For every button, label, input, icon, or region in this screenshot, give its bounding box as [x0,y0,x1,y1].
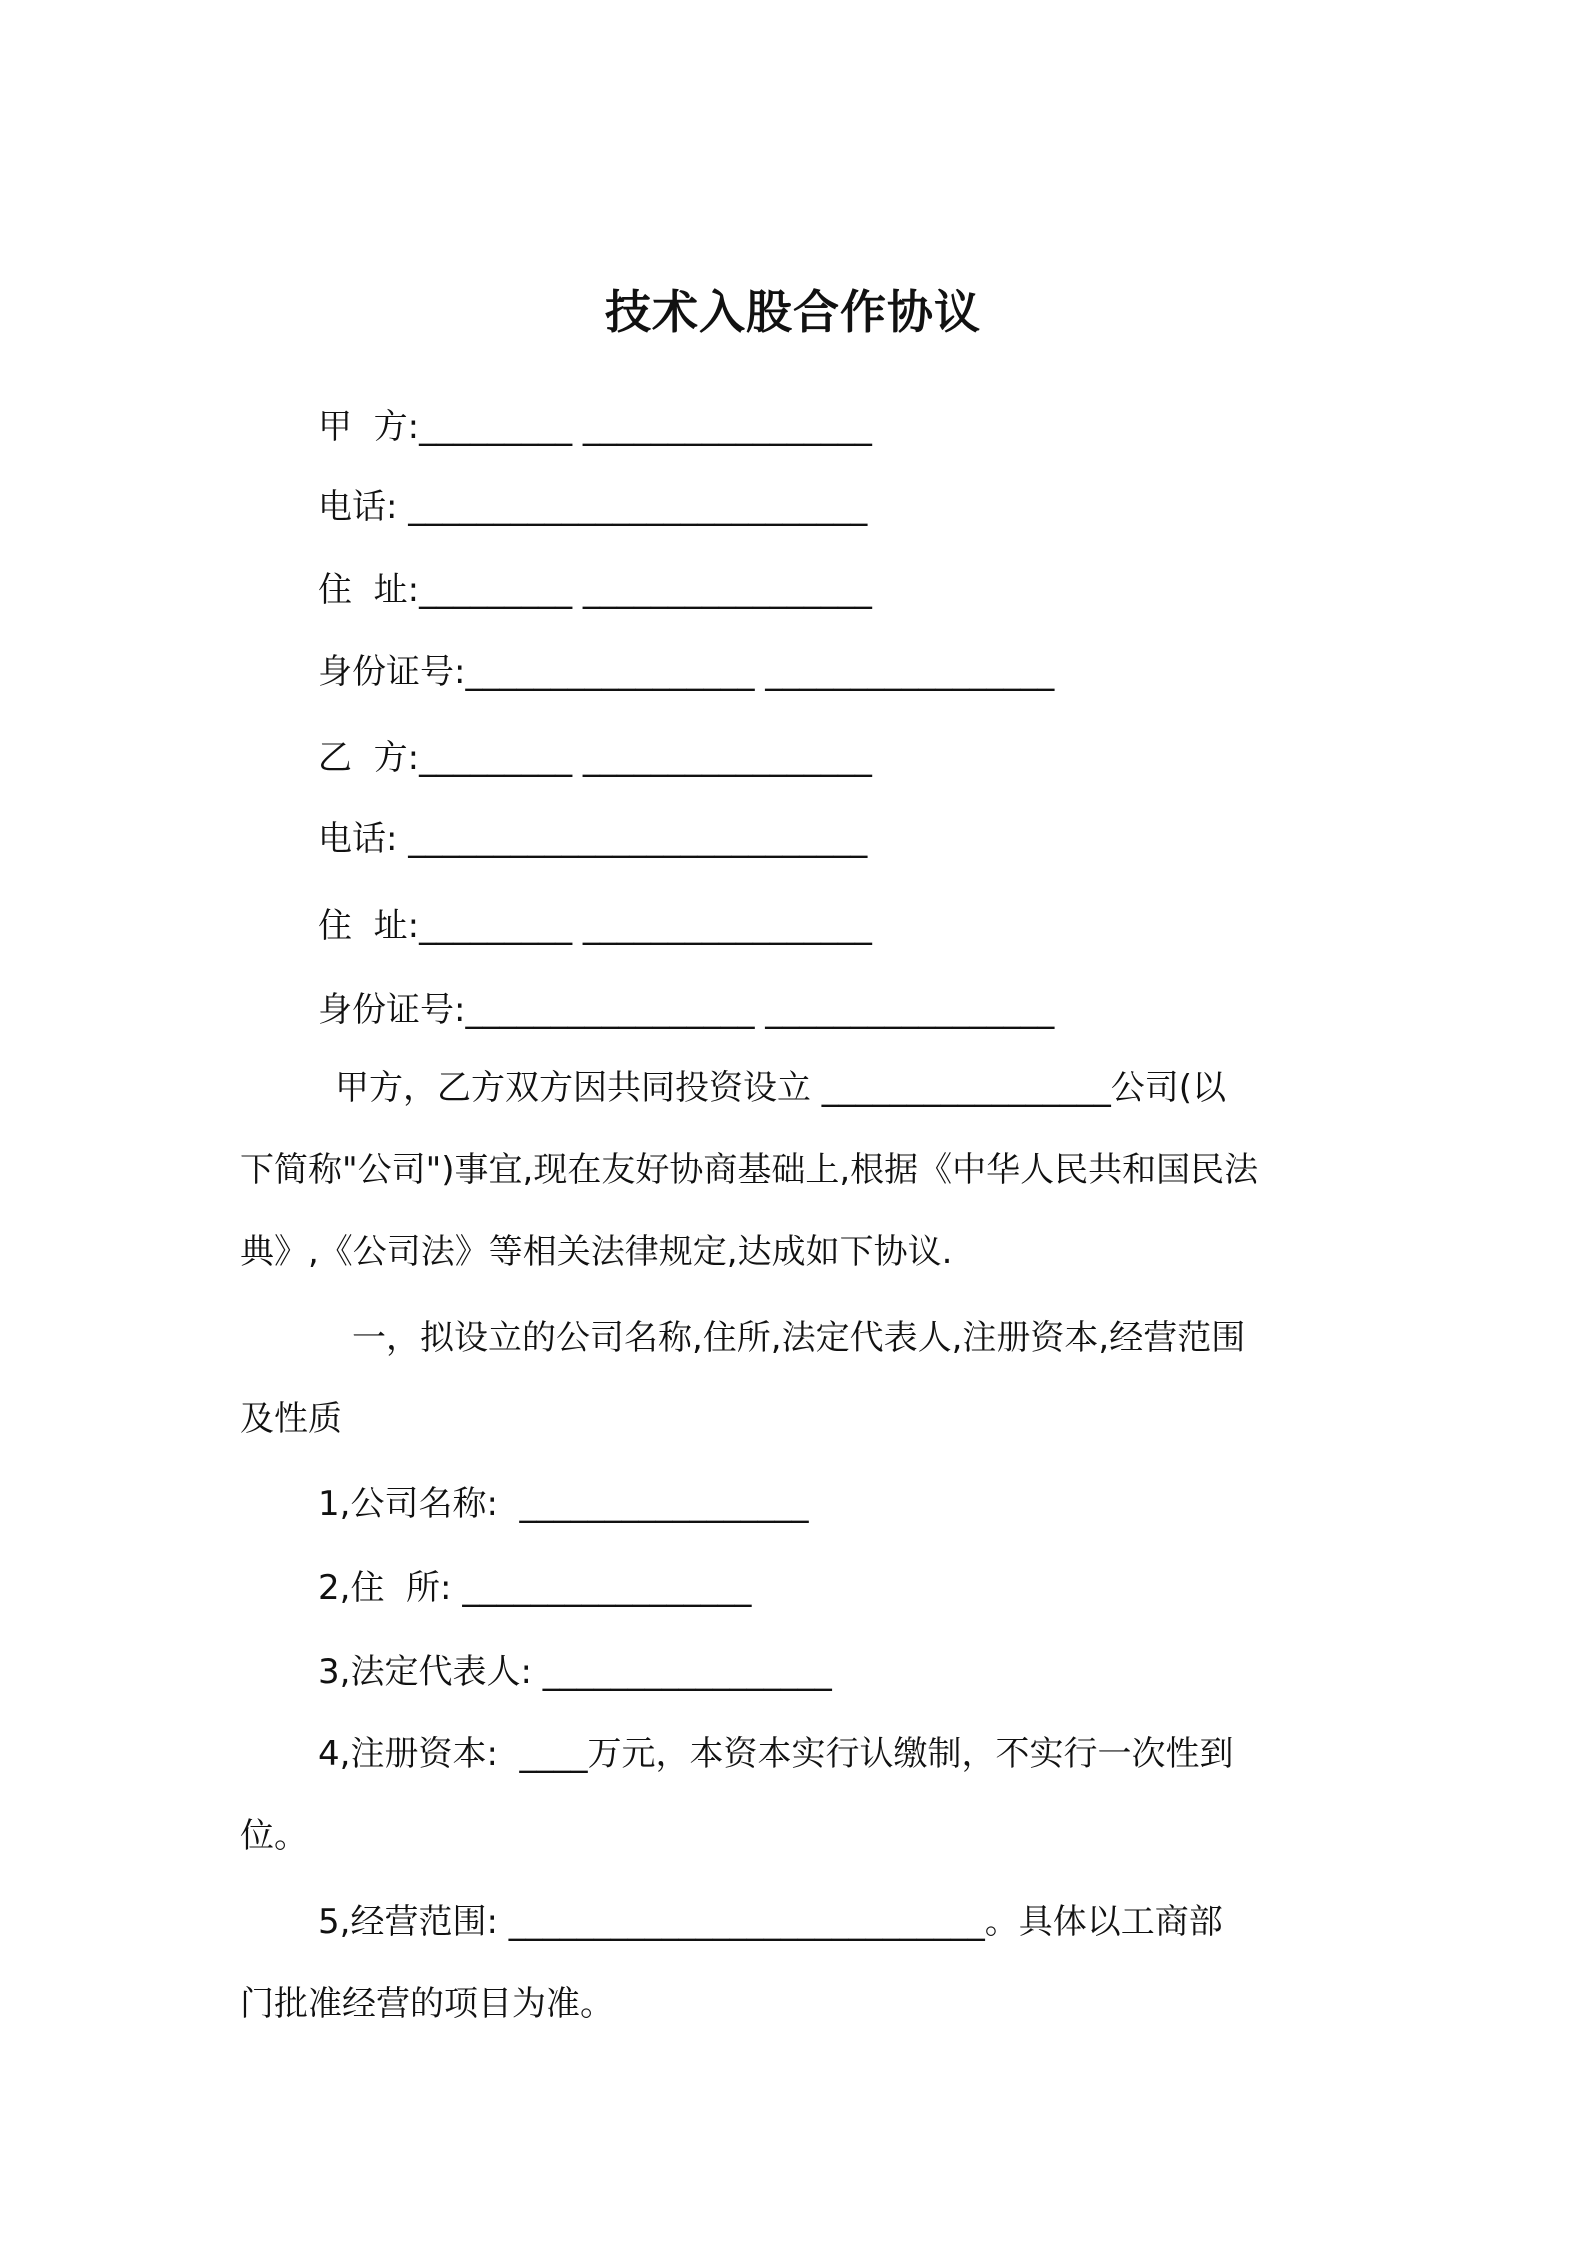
party-a-name-line: 甲 方:_________ _________________ [318,407,872,447]
item-registered-capital-line-2: 位。 [240,1816,308,1856]
party-a-phone-line: 电话: ___________________________ [318,487,868,527]
intro-line-2: 下简称"公司")事宜,现在友好协商基础上,根据《中华人民共和国民法 [240,1150,1259,1190]
item-registered-capital-line-1: 4,注册资本: ____万元，本资本实行认缴制，不实行一次性到 [318,1734,1234,1774]
item-address: 2,住 所: _________________ [318,1568,752,1608]
document-title: 技术入股合作协议 [605,285,981,339]
intro-line-1: 甲方，乙方双方因共同投资设立 _________________公司(以 [335,1068,1227,1108]
item-business-scope-line-1: 5,经营范围: ____________________________。具体以工商部 [318,1902,1223,1942]
party-b-address-line: 住 址:_________ _________________ [318,906,872,946]
section-1-heading-line-1: 一，拟设立的公司名称,住所,法定代表人,注册资本,经营范围 [352,1318,1246,1358]
item-legal-representative: 3,法定代表人: _________________ [318,1652,832,1692]
party-a-id-line: 身份证号:_________________ _________________ [318,652,1055,692]
party-b-phone-line: 电话: ___________________________ [318,819,868,859]
party-b-name-line: 乙 方:_________ _________________ [318,738,872,778]
party-a-address-line: 住 址:_________ _________________ [318,570,872,610]
item-company-name: 1,公司名称: _________________ [318,1484,809,1524]
item-business-scope-line-2: 门批准经营的项目为准。 [240,1984,614,2024]
section-1-heading-line-2: 及性质 [240,1399,342,1439]
party-b-id-line: 身份证号:_________________ _________________ [318,990,1055,1030]
intro-line-3: 典》,《公司法》等相关法律规定,达成如下协议. [240,1232,953,1272]
